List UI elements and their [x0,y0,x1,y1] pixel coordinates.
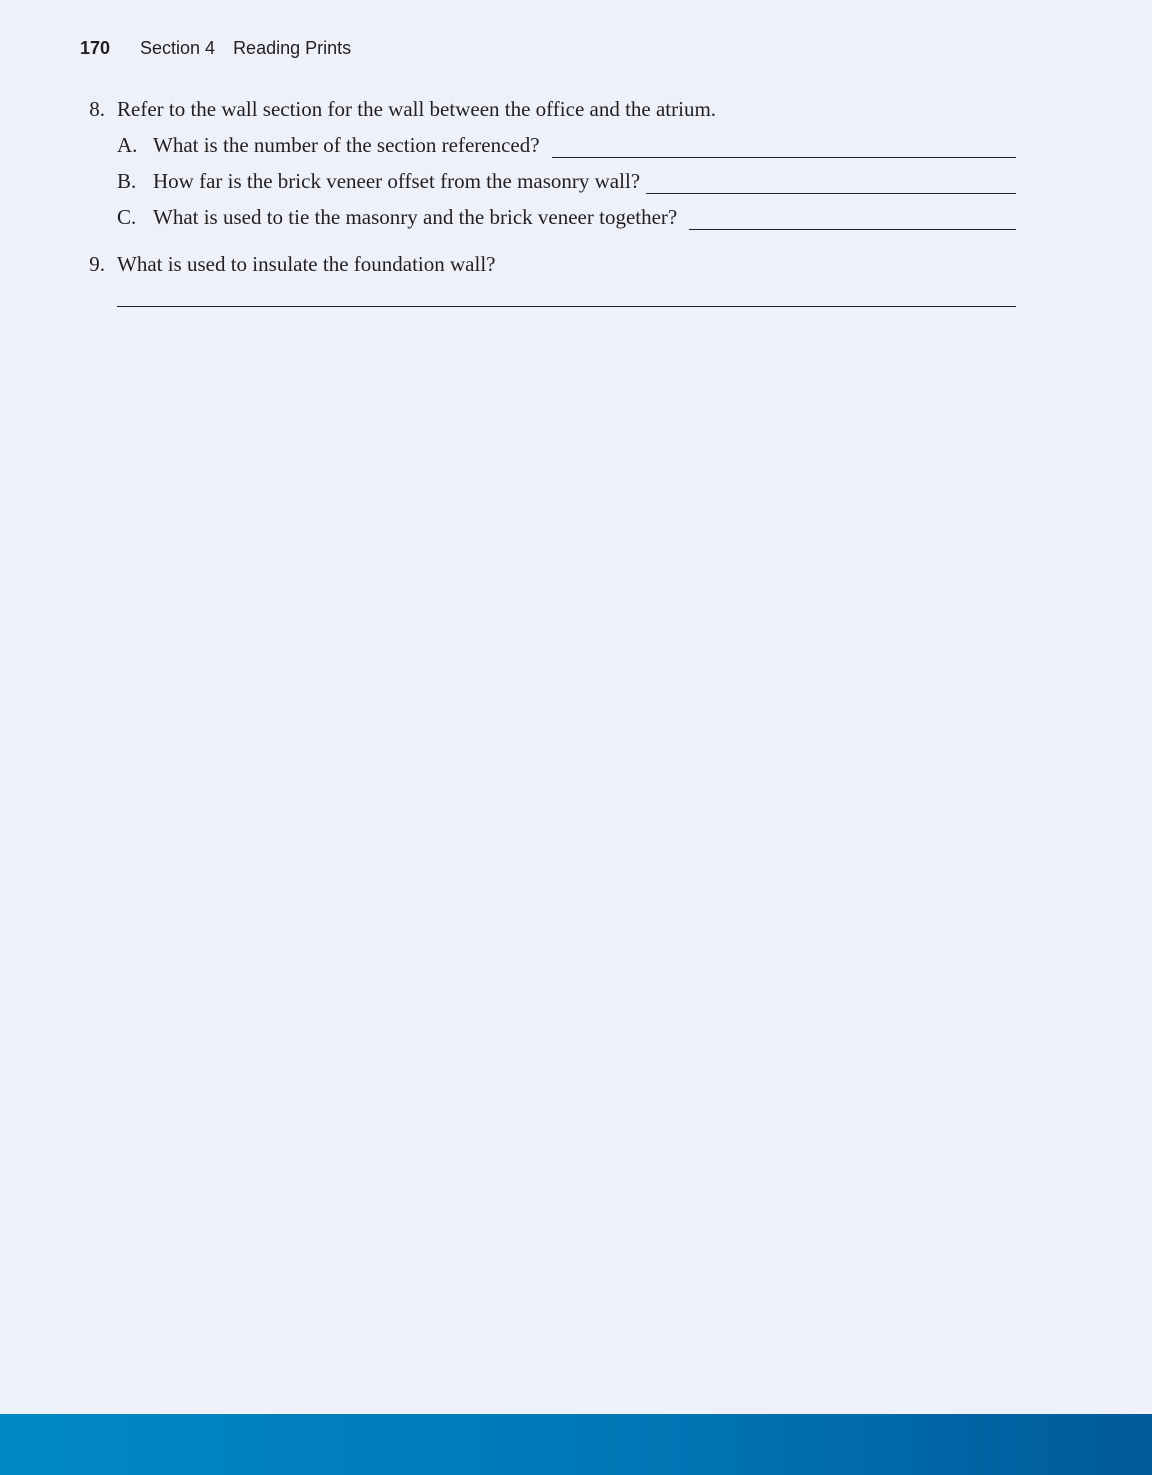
running-header [80,36,351,60]
part-text: What is the number of the section referenced? [153,133,540,157]
part-text: What is used to tie the masonry and the brick veneer together? [153,205,678,229]
question-number: 8. [89,97,105,121]
question-8-part-a [117,132,1016,158]
question-8-part-b [117,168,1016,194]
answer-blank-8a[interactable] [552,137,1016,158]
answer-blank-8b[interactable] [646,173,1016,194]
question-8-part-c [117,204,1016,230]
page-number: 170 [80,38,111,58]
question-text: What is used to insulate the foundation wall? [117,252,496,276]
answer-blank-8c[interactable] [689,209,1016,230]
question-text: Refer to the wall section for the wall between the office and the atrium. [117,97,717,121]
footer-color-bar [0,1414,1152,1475]
section-title: Reading Prints [233,38,352,58]
question-number: 9. [89,252,105,276]
part-letter: A. [117,133,138,157]
section-label: Section 4 [140,38,216,58]
part-text: How far is the brick veneer offset from the masonry wall? [153,169,641,193]
part-letter: C. [117,205,137,229]
answer-line-9[interactable] [117,306,1016,307]
part-letter: B. [117,169,137,193]
